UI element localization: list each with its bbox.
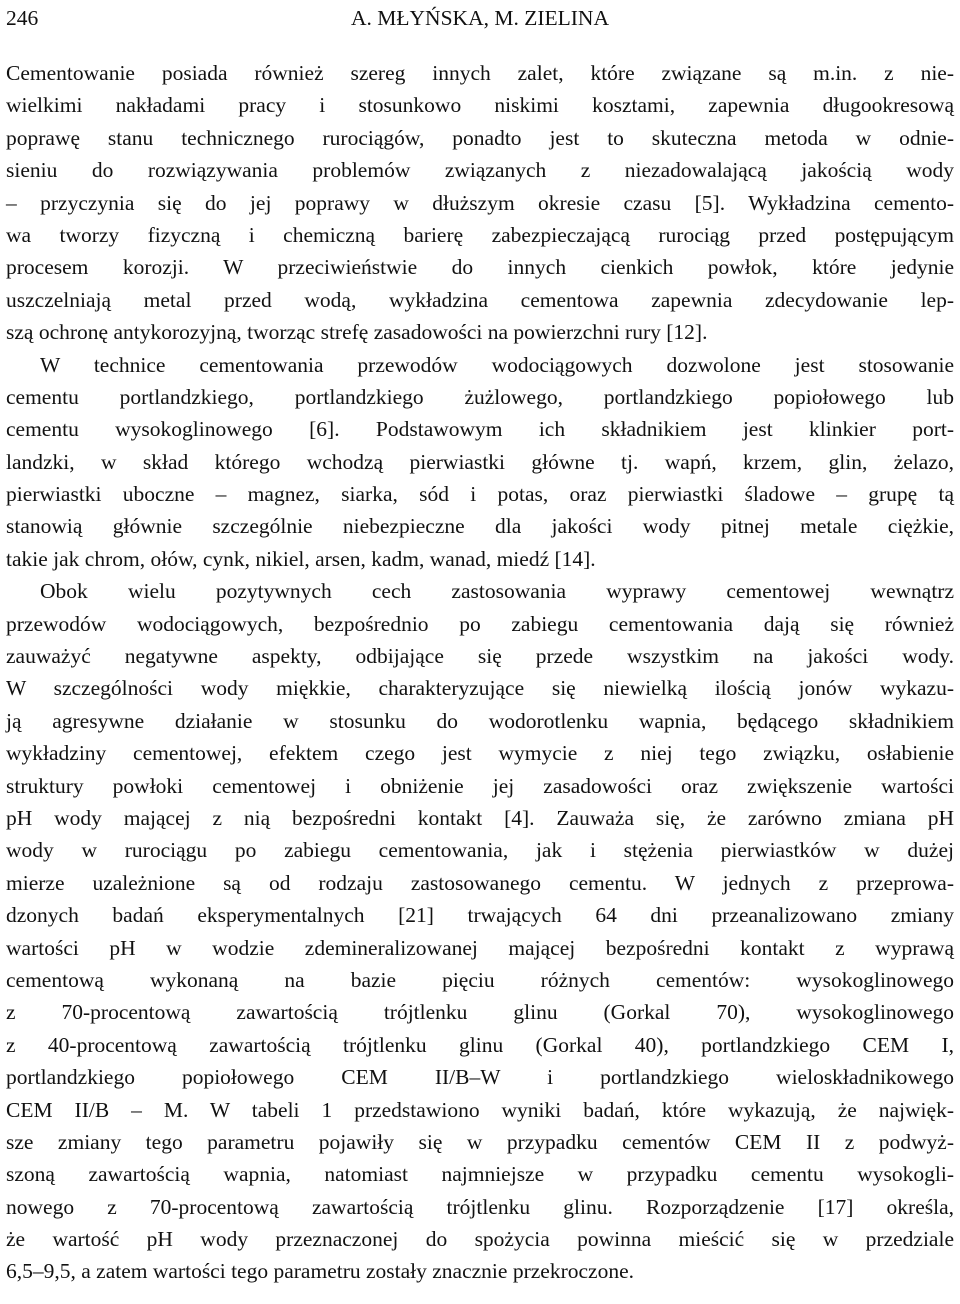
text-line: wielkimi nakładami pracy i stosunkowo niskimi kosztami, zapewnia długookresową — [6, 93, 954, 118]
text-line: – przyczynia się do jej poprawy w dłuższym okresie czasu [5]. Wykładzina cemento- — [6, 190, 954, 215]
running-header — [6, 2, 954, 34]
text-line: cementu portlandzkiego, portlandzkiego żużlowego, portlandzkiego popiołowego lub — [6, 384, 954, 409]
text-line: z 70-procentową zawartością trójtlenku glinu (Gorkal 70), wysokoglinowego — [6, 1000, 954, 1025]
text-line: takie jak chrom, ołów, cynk, nikiel, arsen, kadm, wanad, miedź [14]. — [6, 546, 596, 571]
text-line: poprawę stanu technicznego rurociągów, ponadto jest to skuteczna metoda w odnie- — [6, 125, 954, 150]
text-line: szą ochronę antykorozyjną, tworząc strefę zasadowości na powierzchni rury [12]. — [6, 320, 708, 345]
running-header-authors: A. MŁYŃSKA, M. ZIELINA — [351, 6, 609, 30]
text-line: landzki, w skład którego wchodzą pierwiastki główne tj. wapń, krzem, glin, żelazo, — [6, 449, 954, 474]
text-line: dzonych badań eksperymentalnych [21] trwających 64 dni przeanalizowano zmiany — [6, 903, 954, 928]
text-line: mierze uzależnione są od rodzaju zastosowanego cementu. W jednych z przeprowa- — [6, 870, 954, 895]
text-line: z 40-procentową zawartością trójtlenku glinu (Gorkal 40), portlandzkiego CEM I, — [6, 1032, 954, 1057]
text-line: portlandzkiego popiołowego CEM II/B–W i portlandzkiego wieloskładnikowego — [6, 1065, 954, 1090]
text-line: sieniu do rozwiązywania problemów związanych z niezadowalającą jakością wody — [6, 158, 954, 183]
document-page — [6, 0, 954, 1304]
text-line: cementową wykonaną na bazie pięciu różnych cementów: wysokoglinowego — [6, 967, 954, 992]
text-line: pH wody mającej z nią bezpośredni kontakt [4]. Zauważa się, że zarówno zmiana pH — [6, 805, 954, 830]
text-line: sze zmiany tego parametru pojawiły się w przypadku cementów CEM II z podwyż- — [6, 1129, 954, 1154]
text-line: szoną zawartością wapnia, natomiast najmniejsze w przypadku cementu wysokogli- — [6, 1162, 954, 1187]
text-line: pierwiastki uboczne – magnez, siarka, sód i potas, oraz pierwiastki śladowe – grupę tą — [6, 482, 954, 507]
text-line: nowego z 70-procentową zawartością trójtlenku glinu. Rozporządzenie [17] określa, — [6, 1194, 954, 1219]
body-text — [6, 57, 954, 1288]
text-line: wa tworzy fizyczną i chemiczną barierę zabezpieczającą rurociąg przed postępującym — [6, 222, 954, 247]
text-line: cementu wysokoglinowego [6]. Podstawowym ich składnikiem jest klinkier port- — [6, 417, 954, 442]
text-line: ją agresywne działanie w stosunku do wodorotlenku wapnia, będącego składnikiem — [6, 708, 954, 733]
page-number: 246 — [6, 6, 39, 30]
text-line: struktury powłoki cementowej i obniżenie jej zasadowości oraz zwiększenie wartości — [6, 773, 954, 798]
text-line: że wartość pH wody przeznaczonej do spożycia powinna mieścić się w przedziale — [6, 1227, 954, 1252]
text-line: Cementowanie posiada również szereg innych zalet, które związane są m.in. z nie- — [6, 61, 954, 85]
text-line: CEM II/B – M. W tabeli 1 przedstawiono wyniki badań, które wykazują, że najwięk- — [6, 1097, 954, 1122]
text-line: procesem korozji. W przeciwieństwie do innych cienkich powłok, które jedynie — [6, 255, 954, 280]
text-line: zauważyć negatywne aspekty, odbijające się przede wszystkim na jakości wody. — [6, 644, 954, 669]
text-line: 6,5–9,5, a zatem wartości tego parametru zostały znacznie przekroczone. — [6, 1259, 634, 1284]
text-line: stanowią głównie szczególnie niebezpieczne dla jakości wody pitnej metale ciężkie, — [6, 514, 954, 539]
text-line: W technice cementowania przewodów wodociągowych dozwolone jest stosowanie — [40, 352, 954, 377]
text-line: wykładziny cementowej, efektem czego jest wymycie z niej tego związku, osłabienie — [6, 741, 954, 766]
text-line: W szczególności wody miękkie, charakteryzujące się niewielką ilością jonów wykazu- — [6, 676, 954, 701]
text-line: wody w rurociągu po zabiegu cementowania, jak i stężenia pierwiastków w dużej — [6, 838, 954, 863]
text-line: uszczelniają metal przed wodą, wykładzina cementowa zapewnia zdecydowanie lep- — [6, 287, 954, 312]
text-line: Obok wielu pozytywnych cech zastosowania wyprawy cementowej wewnątrz — [40, 579, 954, 604]
text-line: wartości pH w wodzie zdemineralizowanej mającej bezpośredni kontakt z wyprawą — [6, 935, 954, 960]
text-line: przewodów wodociągowych, bezpośrednio po zabiegu cementowania dają się również — [6, 611, 954, 636]
